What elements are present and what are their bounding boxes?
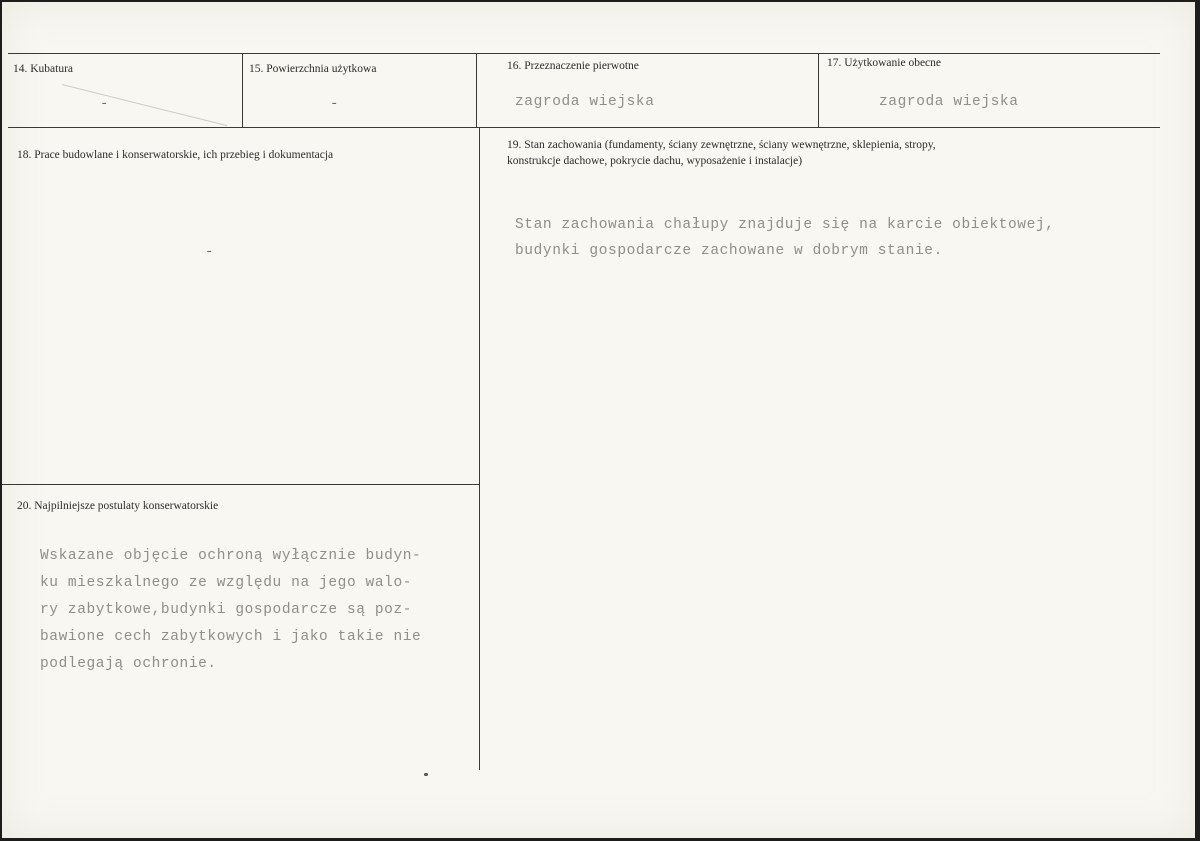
pencil-stroke — [62, 84, 227, 126]
field-14-value: - — [100, 96, 109, 112]
field-20-text-line: bawione cech zabytkowych i jako takie nie — [40, 629, 422, 645]
field-20-text-line: Wskazane objęcie ochroną wyłącznie budyn- — [40, 548, 422, 564]
ink-speck — [424, 773, 428, 776]
field-19-text-line: Stan zachowania chałupy znajduje się na karcie obiektowej, — [515, 217, 1055, 233]
field-15-value: - — [330, 96, 339, 112]
field-17-value: zagroda wiejska — [879, 94, 1019, 110]
divider-14-15 — [242, 53, 243, 128]
divider-16-17 — [818, 53, 819, 128]
field-20-label: 20. Najpilniejsze postulaty konserwatorskie — [17, 500, 219, 512]
field-20-text-line: ku mieszkalnego ze względu na jego walo- — [40, 575, 413, 591]
field-20-top-rule — [2, 484, 480, 485]
record-card-sheet — [2, 2, 1195, 838]
field-20-text — [40, 543, 421, 678]
divider-15-16 — [476, 53, 477, 128]
field-15-label: 15. Powierzchnia użytkowa — [249, 63, 377, 75]
field-18-value: - — [205, 244, 214, 260]
field-19-text-line: budynki gospodarcze zachowane w dobrym stanie. — [515, 243, 943, 259]
top-row-top-rule — [8, 53, 1160, 54]
field-14-label: 14. Kubatura — [13, 63, 74, 75]
field-20-text-line: podlegają ochronie. — [40, 656, 217, 672]
field-18-label: 18. Prace budowlane i konserwatorskie, ich przebieg i dokumentacja — [17, 149, 334, 161]
field-16-value: zagroda wiejska — [515, 94, 655, 110]
field-16-label: 16. Przeznaczenie pierwotne — [507, 60, 639, 72]
field-20-text-line: ry zabytkowe,budynki gospodarcze są poz- — [40, 602, 413, 618]
field-17-label: 17. Użytkowanie obecne — [827, 57, 942, 69]
field-19-text — [515, 212, 1054, 264]
top-row-bottom-rule — [8, 127, 1160, 128]
main-column-divider — [479, 128, 480, 770]
field-19-label-line-1: 19. Stan zachowania (fundamenty, ściany zewnętrzne, ściany wewnętrzne, sklepienia, stropy, — [507, 139, 936, 151]
field-19-label-line-2: konstrukcje dachowe, pokrycie dachu, wyposażenie i instalacje) — [507, 155, 803, 167]
